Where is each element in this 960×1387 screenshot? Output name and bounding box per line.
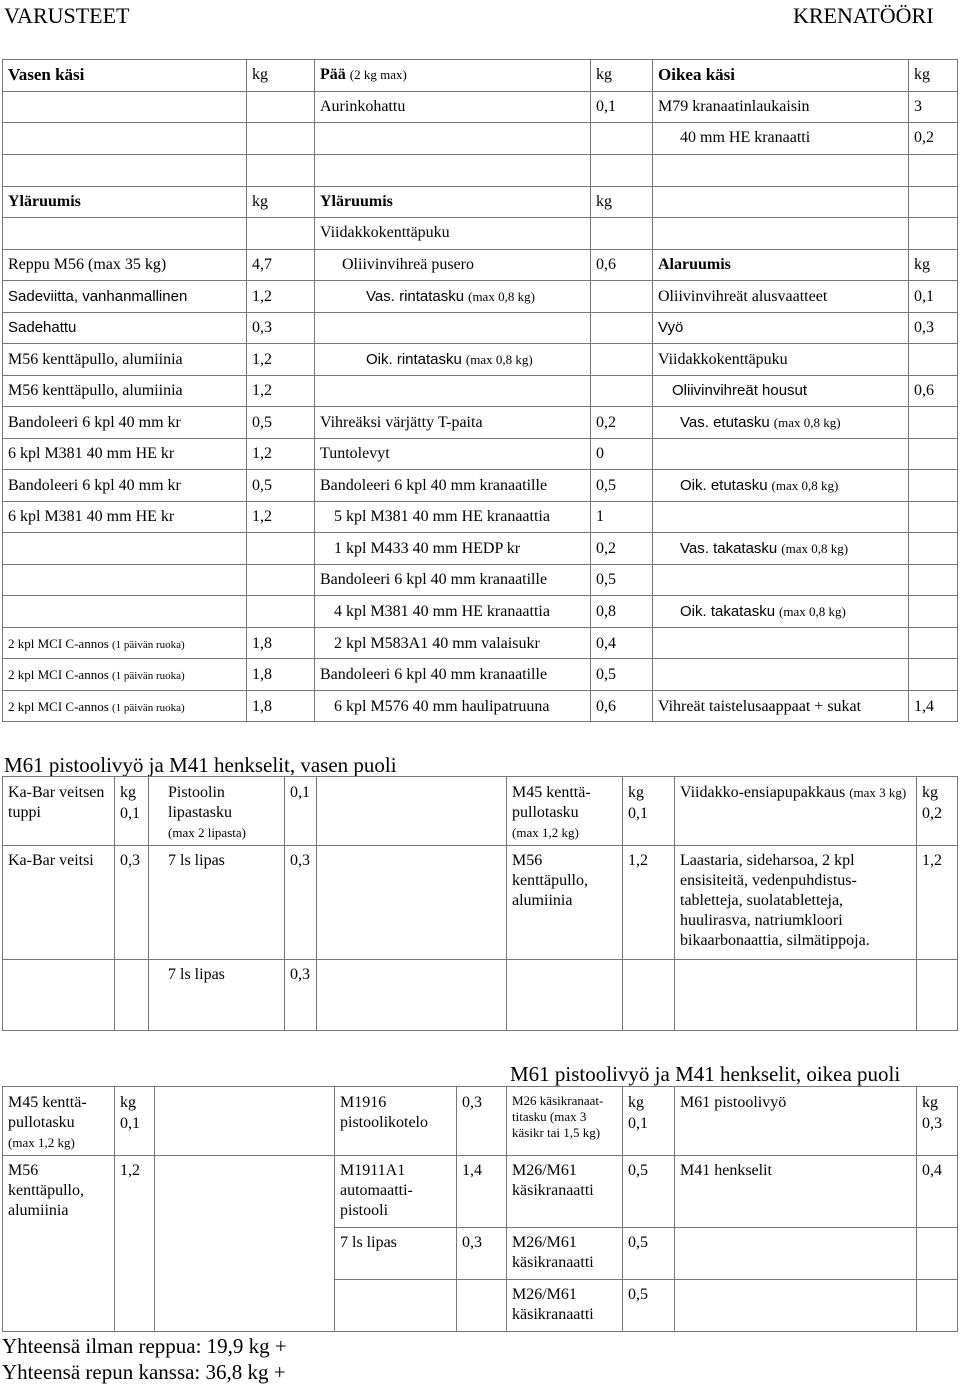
ration-item: 2 kpl MCI C-annos (1 päivän ruoka) — [8, 636, 185, 651]
head-heading: Pää (2 kg max) — [320, 66, 407, 83]
middle-item: Oik. rintatasku (max 0,8 kg) — [366, 351, 533, 368]
right-kg: 3 — [914, 98, 922, 115]
belt-left-kg: 0,1 — [290, 784, 310, 801]
middle-item: Vihreäksi värjätty T-paita — [320, 414, 483, 431]
belt-right-kg: 0,4 — [922, 1162, 942, 1179]
lower-body-heading: Alaruumis — [658, 256, 731, 273]
left-item: M56 kenttäpullo, alumiinia — [8, 351, 183, 368]
right-item: Vas. etutasku (max 0,8 kg) — [680, 414, 841, 431]
left-item: 6 kpl M381 40 mm HE kr — [8, 508, 175, 525]
belt-left-item: M56 kenttäpullo, alumiinia — [512, 852, 588, 909]
middle-kg: 0,6 — [596, 256, 616, 273]
right-item: Viidakkokenttäpuku — [658, 351, 788, 368]
belt-right-item: M1916 pistoolikotelo — [340, 1094, 428, 1131]
belt-left-item: M45 kenttä-pullotasku (max 1,2 kg) — [512, 784, 591, 840]
middle-kg: 0,8 — [596, 603, 616, 620]
right-item: Vyö — [658, 319, 684, 336]
middle-item: Bandoleeri 6 kpl 40 mm kranaatille — [320, 666, 548, 683]
middle-item: 5 kpl M381 40 mm HE kranaattia — [334, 508, 550, 525]
middle-item: 1 kpl M433 40 mm HEDP kr — [334, 540, 521, 557]
left-kg: 0,5 — [252, 477, 272, 494]
right-item: M79 kranaatinlaukaisin — [658, 98, 810, 115]
belt-left-item: Ka-Bar veitsen tuppi — [8, 784, 105, 821]
left-item: Bandoleeri 6 kpl 40 mm kr — [8, 477, 181, 494]
belt-right-kg: 0,5 — [628, 1286, 648, 1303]
ration-item: 2 kpl MCI C-annos (1 päivän ruoka) — [8, 667, 185, 682]
belt-left-kg: 1,2 — [922, 852, 942, 869]
kg-header: kg — [914, 66, 930, 83]
upper-body-heading: Yläruumis — [8, 193, 81, 210]
belt-right-kg: 0,3 — [462, 1234, 482, 1251]
upper-body-heading: Yläruumis — [320, 193, 393, 210]
belt-right-item: M26 käsikranaat-titasku (max 3 käsikr tai 1,5 kg) — [512, 1093, 604, 1140]
left-kg: 1,2 — [252, 288, 272, 305]
page-title-left: VARUSTEET — [4, 3, 130, 28]
right-kg: 1,4 — [914, 698, 934, 715]
right-item: Oik. etutasku (max 0,8 kg) — [680, 477, 839, 494]
belt-left-item: Viidakko-ensiapupakkaus (max 3 kg) — [680, 784, 907, 801]
middle-kg: 0,5 — [596, 477, 616, 494]
left-item: M56 kenttäpullo, alumiinia — [8, 382, 183, 399]
belt-left-kg: 0,1 — [628, 805, 648, 822]
belt-right-item: M41 henkselit — [680, 1162, 772, 1179]
belt-right-item: M26/M61 käsikranaatti — [512, 1234, 594, 1271]
belt-right-item: M26/M61 käsikranaatti — [512, 1162, 594, 1199]
belt-right-kg: 0,5 — [628, 1234, 648, 1251]
belt-left-kg: 0,3 — [290, 852, 310, 869]
kg-header: kg — [922, 1094, 938, 1111]
left-kg: 1,2 — [252, 445, 272, 462]
middle-item: Viidakkokenttäpuku — [320, 224, 450, 241]
right-item: Vihreät taistelusaappaat + sukat — [658, 698, 862, 715]
page-title-right: KRENATÖÖRI — [793, 3, 934, 28]
middle-item: Bandoleeri 6 kpl 40 mm kranaatille — [320, 477, 548, 494]
left-item: 6 kpl M381 40 mm HE kr — [8, 445, 175, 462]
middle-kg: 0,5 — [596, 571, 616, 588]
middle-kg: 0,2 — [596, 414, 616, 431]
belt-right-item: M56 kenttäpullo, alumiinia — [8, 1162, 84, 1219]
belt-left-title: M61 pistoolivyö ja M41 henkselit, vasen puoli — [4, 753, 397, 777]
left-item: Bandoleeri 6 kpl 40 mm kr — [8, 414, 181, 431]
kg-header: kg — [922, 784, 938, 801]
belt-right-item: M1911A1 automaatti-pistooli — [340, 1162, 413, 1219]
middle-item: Tuntolevyt — [320, 445, 390, 462]
total-with-pack: Yhteensä repun kanssa: 36,8 kg + — [2, 1359, 292, 1385]
middle-item: Vas. rintatasku (max 0,8 kg) — [366, 288, 535, 305]
middle-item: Oliivinvihreä pusero — [342, 256, 474, 273]
ration-kg: 1,8 — [252, 635, 272, 652]
belt-left-kg: 0,2 — [922, 805, 942, 822]
left-kg: 1,2 — [252, 508, 272, 525]
total-without-pack: Yhteensä ilman reppua: 19,9 kg + — [2, 1333, 293, 1359]
middle-kg: 1 — [596, 508, 604, 525]
firstaid-contents: Laastaria, sideharsoa, 2 kpl ensisiteitä, vedenpuhdistus-tabletteja, suolatabletteja, huulirasva, natriumkloori bikaarbonaattia, silmätippoja. — [680, 852, 870, 949]
belt-left-item: Ka-Bar veitsi — [8, 852, 94, 869]
belt-right-title: M61 pistoolivyö ja M41 henkselit, oikea puoli — [510, 1062, 901, 1086]
ration-kg: 1,8 — [252, 666, 272, 683]
left-item: Reppu M56 (max 35 kg) — [8, 256, 167, 273]
right-kg: 0,1 — [914, 288, 934, 305]
belt-right-item: M45 kenttä-pullotasku (max 1,2 kg) — [8, 1094, 87, 1150]
right-item: Oliivinvihreät alusvaatteet — [658, 288, 828, 305]
belt-right-item: M61 pistoolivyö — [680, 1094, 787, 1111]
belt-right-item: M26/M61 käsikranaatti — [512, 1286, 594, 1323]
kg-header: kg — [628, 784, 644, 801]
right-item: Oliivinvihreät housut — [672, 382, 808, 399]
belt-left-item: 7 ls lipas — [168, 852, 225, 869]
belt-left-item: Pistoolin lipastasku (max 2 lipasta) — [168, 784, 246, 840]
belt-left-kg: 0,1 — [120, 805, 140, 822]
middle-item: 2 kpl M583A1 40 mm valaisukr — [334, 635, 540, 652]
belt-right-table — [2, 1086, 958, 1332]
left-item: Sadehattu — [8, 319, 77, 336]
right-hand-heading: Oikea käsi — [658, 65, 735, 84]
kg-header: kg — [628, 1094, 644, 1111]
middle-kg: 0 — [596, 445, 604, 462]
belt-right-item: 7 ls lipas — [340, 1234, 397, 1251]
kg-header: kg — [914, 256, 930, 273]
kg-header: kg — [596, 66, 612, 83]
right-item: Oik. takatasku (max 0,8 kg) — [680, 603, 846, 620]
middle-item: 6 kpl M576 40 mm haulipatruuna — [334, 698, 550, 715]
ration-item: 2 kpl MCI C-annos (1 päivän ruoka) — [8, 699, 185, 714]
middle-item: Aurinkohattu — [320, 98, 406, 115]
kg-header: kg — [120, 784, 136, 801]
middle-kg: 0,4 — [596, 635, 616, 652]
left-kg: 0,3 — [252, 319, 272, 336]
belt-right-kg: 1,2 — [120, 1162, 140, 1179]
left-item: Sadeviitta, vanhanmallinen — [8, 288, 188, 305]
left-kg: 1,2 — [252, 351, 272, 368]
ration-kg: 1,8 — [252, 698, 272, 715]
belt-right-kg: 1,4 — [462, 1162, 482, 1179]
kg-header: kg — [120, 1094, 136, 1111]
middle-kg: 0,1 — [596, 98, 616, 115]
left-kg: 1,2 — [252, 382, 272, 399]
left-kg: 0,5 — [252, 414, 272, 431]
belt-left-kg: 0,3 — [290, 966, 310, 983]
belt-right-kg: 0,3 — [462, 1094, 482, 1111]
middle-item: Bandoleeri 6 kpl 40 mm kranaatille — [320, 571, 548, 588]
kg-header: kg — [252, 193, 268, 210]
right-item: Vas. takatasku (max 0,8 kg) — [680, 540, 849, 557]
right-kg: 0,6 — [914, 382, 934, 399]
right-item: 40 mm HE kranaatti — [680, 129, 811, 146]
middle-kg: 0,5 — [596, 666, 616, 683]
middle-kg: 0,6 — [596, 698, 616, 715]
right-kg: 0,3 — [914, 319, 934, 336]
kg-header: kg — [252, 66, 268, 83]
belt-right-kg: 0,1 — [120, 1115, 140, 1132]
middle-item: 4 kpl M381 40 mm HE kranaattia — [334, 603, 550, 620]
middle-kg: 0,2 — [596, 540, 616, 557]
belt-left-kg: 0,3 — [120, 852, 140, 869]
belt-right-kg: 0,5 — [628, 1162, 648, 1179]
belt-left-kg: 1,2 — [628, 852, 648, 869]
left-hand-heading: Vasen käsi — [8, 65, 85, 84]
belt-right-kg: 0,3 — [922, 1115, 942, 1132]
right-kg: 0,2 — [914, 129, 934, 146]
kg-header: kg — [596, 193, 612, 210]
left-kg: 4,7 — [252, 256, 272, 273]
belt-right-kg: 0,1 — [628, 1115, 648, 1132]
belt-left-item: 7 ls lipas — [168, 966, 225, 983]
